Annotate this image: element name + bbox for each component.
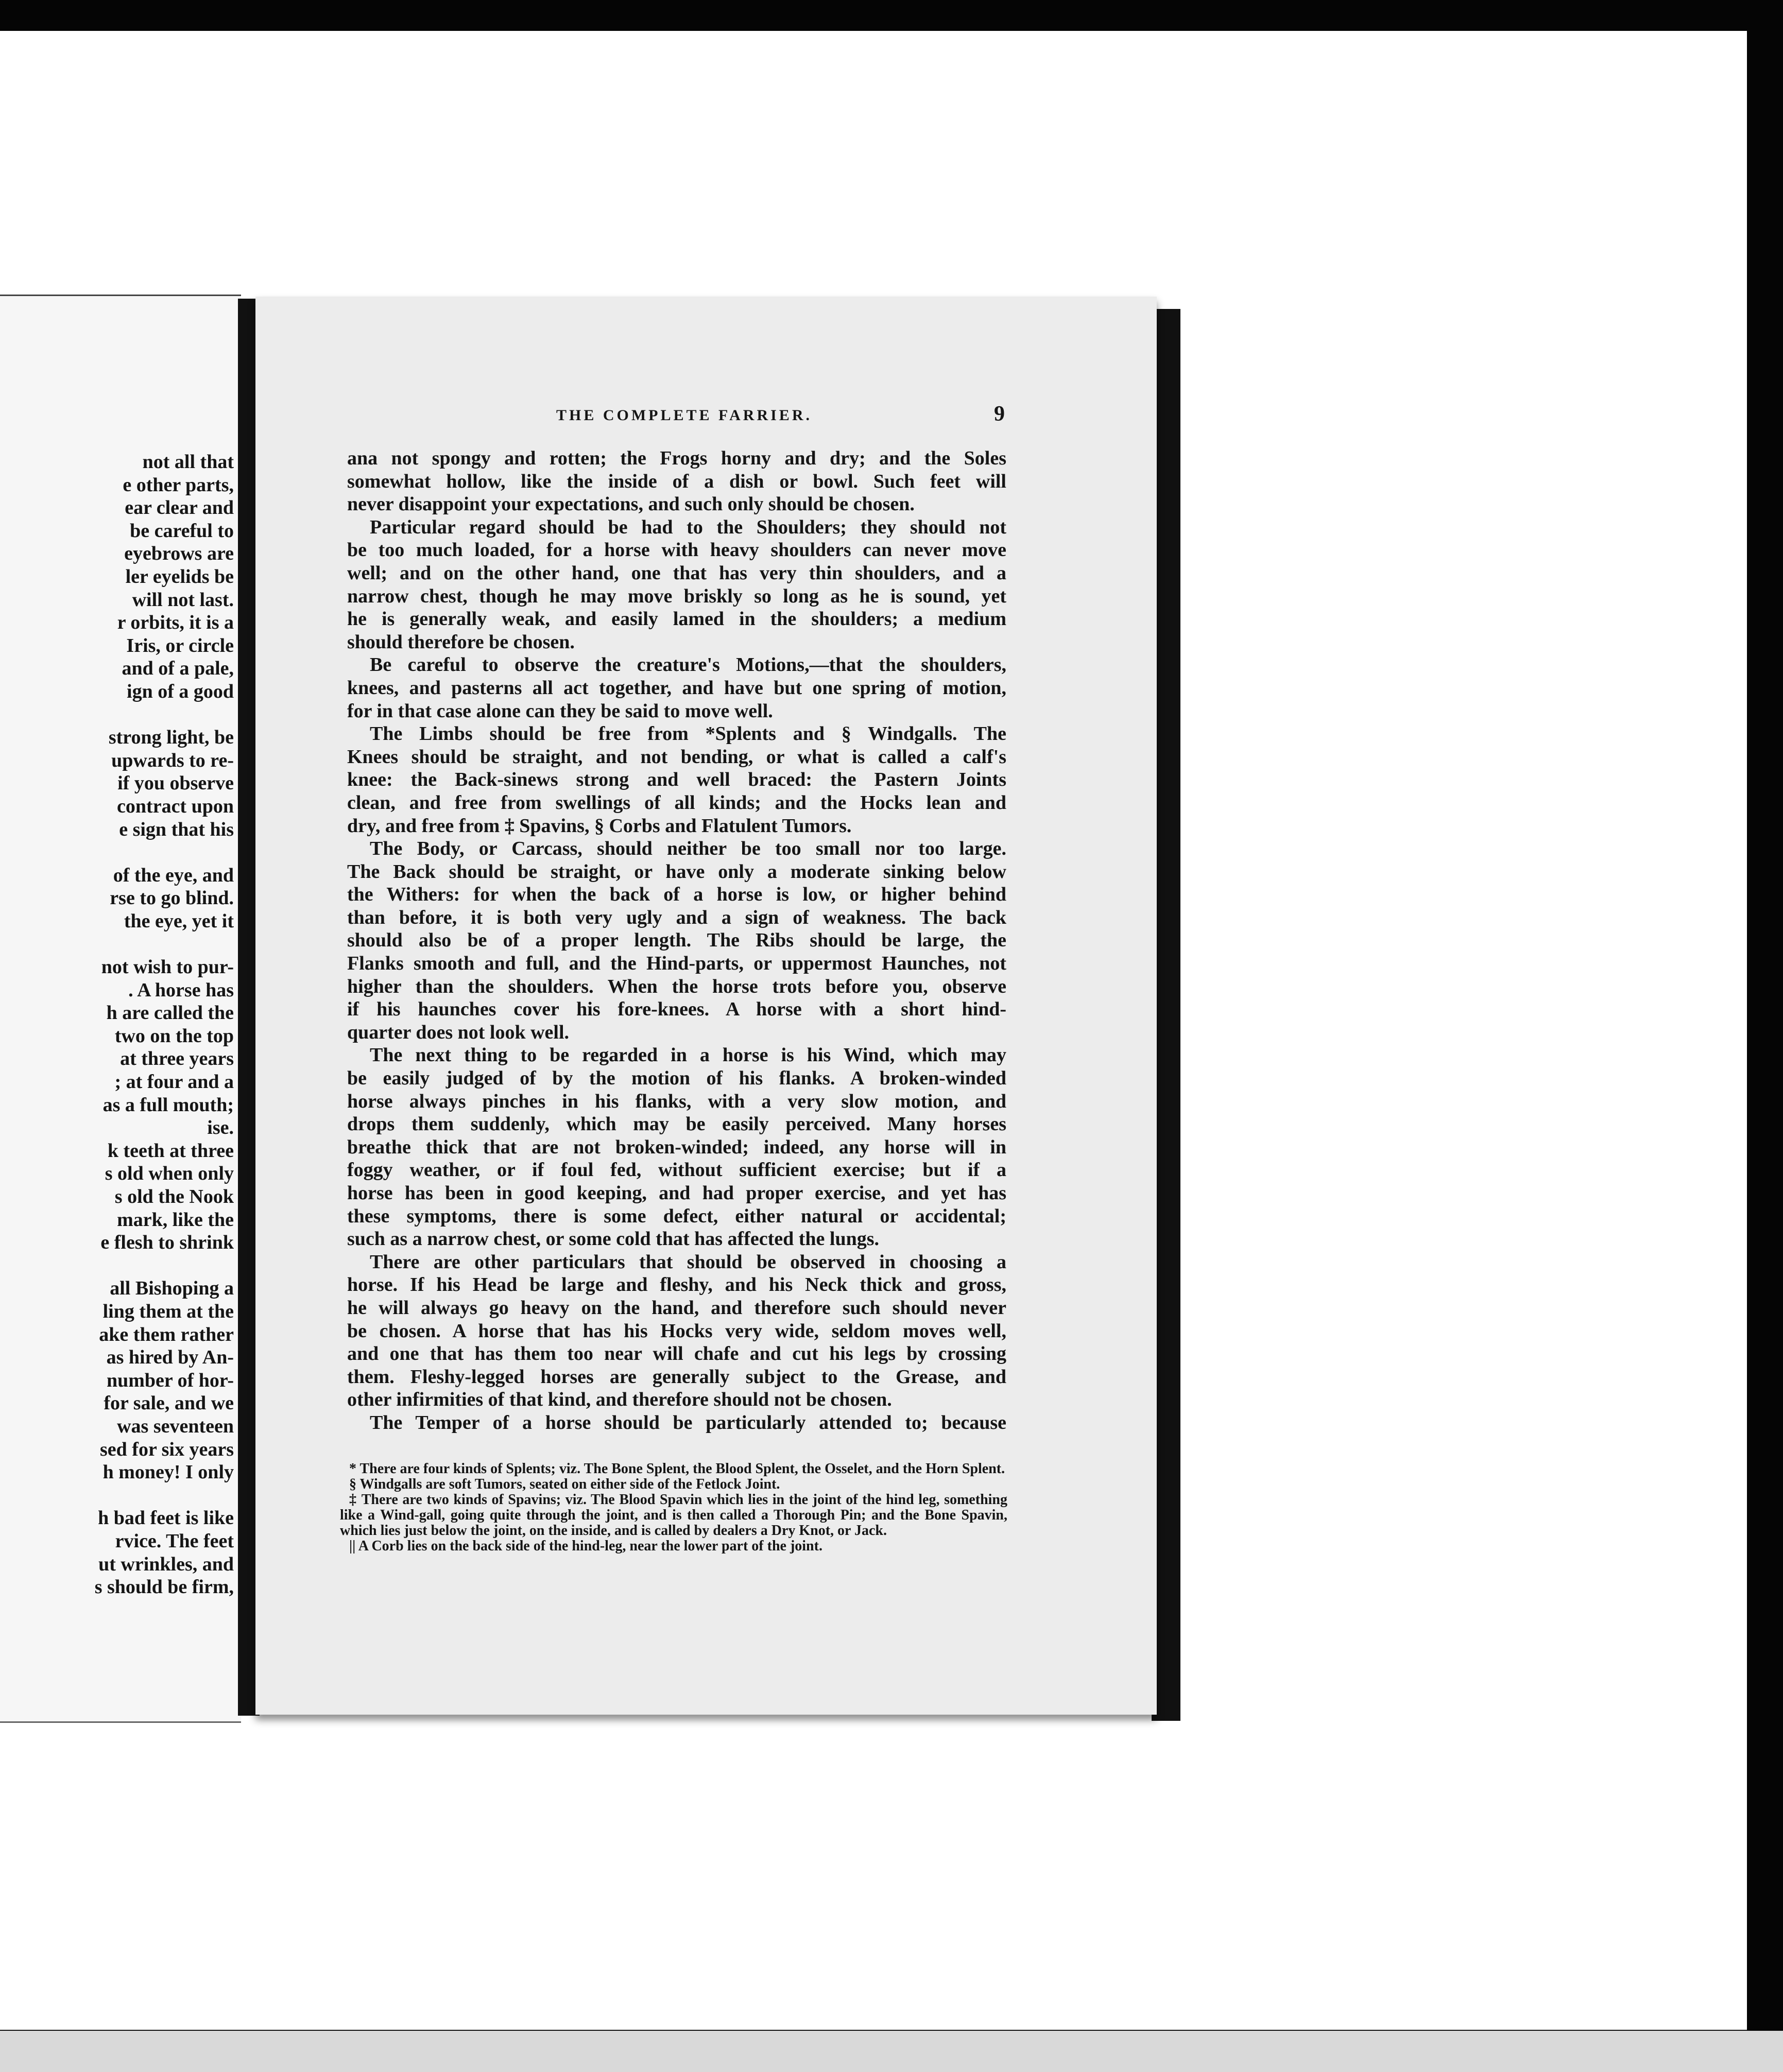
previous-page-line: strong light, be (108, 727, 234, 749)
text-line: knee: the Back-sinews strong and well braced: the Pastern Joints (347, 769, 1006, 791)
text-line: The Back should be straight, or have only a moderate sinking below (347, 860, 1006, 883)
previous-page-line: be careful to (130, 520, 234, 542)
text-line: drops them suddenly, which may be easily perceived. Many horses (347, 1113, 1006, 1135)
text-line: knees, and pasterns all act together, and have but one spring of motion, (347, 677, 1006, 699)
scan-border-right (1747, 0, 1783, 2072)
previous-page-line: ler eyelids be (125, 565, 234, 588)
previous-page-line (0, 933, 234, 956)
body-text (347, 447, 1006, 1435)
previous-page-line: not wish to pur- (101, 956, 234, 978)
text-line: Be careful to observe the creature's Motions,—that the shoulders, (370, 654, 1006, 676)
text-line: quarter does not look well. (347, 1021, 570, 1043)
text-line: such as a narrow chest, or some cold that has affected the lungs. (347, 1228, 880, 1250)
previous-page-line: . A horse has (128, 979, 234, 1001)
text-line: should therefore be chosen. (347, 631, 575, 653)
previous-page-line: of the eye, and (113, 864, 234, 886)
previous-page-line: for sale, and we (104, 1392, 234, 1414)
text-line: other infirmities of that kind, and therefore should not be chosen. (347, 1389, 892, 1411)
text-line: than before, it is both very ugly and a sign of weakness. The back (347, 906, 1006, 928)
text-line: he will always go heavy on the hand, and therefore such should never (347, 1297, 1006, 1319)
previous-page-line: at three years (120, 1048, 234, 1070)
previous-page-line: ling them at the (102, 1300, 234, 1322)
previous-page-line: mark, like the (117, 1208, 234, 1231)
paragraph (347, 1044, 1006, 1250)
previous-page-line: k teeth at three (107, 1139, 234, 1162)
text-line: The Temper of a horse should be particularly attended to; because (370, 1411, 1006, 1434)
previous-page-line: e flesh to shrink (100, 1232, 234, 1254)
footnote: || A Corb lies on the back side of the hind-leg, near the lower part of the joint. (349, 1538, 822, 1554)
paragraph (347, 516, 1006, 654)
paragraph (347, 837, 1006, 1044)
previous-page-line: e sign that his (119, 818, 234, 840)
previous-page-line: and of a pale, (122, 658, 234, 680)
text-line: clean, and free from swellings of all kinds; and the Hocks lean and (347, 791, 1006, 814)
scan-border-bottom (0, 2031, 1783, 2072)
previous-page-fragment (0, 295, 241, 1723)
previous-page-line: e other parts, (123, 474, 234, 496)
previous-page-line: s should be firm, (94, 1576, 234, 1598)
text-line: if his haunches cover his fore-knees. A horse with a short hind- (347, 998, 1006, 1021)
running-head: THE COMPLETE FARRIER. (556, 407, 812, 424)
text-line: Particular regard should be had to the Shoulders; they should not (370, 516, 1006, 538)
scan-border-top (0, 0, 1783, 31)
text-line: these symptoms, there is some defect, either natural or accidental; (347, 1205, 1006, 1227)
previous-page-line: h are called the (106, 1002, 234, 1024)
previous-page-line: as hired by An- (106, 1346, 234, 1369)
text-line: be too much loaded, for a horse with heavy shoulders can never move (347, 539, 1006, 561)
footnote: § Windgalls are soft Tumors, seated on either side of the Fetlock Joint. (349, 1476, 780, 1492)
previous-page-line: Iris, or circle (126, 634, 234, 657)
previous-page-line: s old when only (105, 1163, 234, 1185)
previous-page-line: eyebrows are (124, 543, 234, 565)
paragraph (347, 722, 1006, 837)
previous-page-line (0, 1484, 234, 1507)
previous-page-line: two on the top (114, 1025, 234, 1047)
paragraph (347, 1251, 1006, 1411)
previous-page-line: rse to go blind. (110, 887, 234, 909)
previous-page-line (0, 1254, 234, 1277)
text-line: horse always pinches in his flanks, with a very slow motion, and (347, 1090, 1006, 1112)
previous-page-line: as a full mouth; (102, 1094, 234, 1116)
previous-page-line: ut wrinkles, and (98, 1553, 234, 1575)
text-line: The Body, or Carcass, should neither be too small nor too large. (370, 838, 1006, 860)
previous-page-line (0, 703, 234, 727)
text-line: well; and on the other hand, one that has very thin shoulders, and a (347, 562, 1006, 584)
previous-page-line: number of hor- (107, 1369, 234, 1391)
previous-page-line: ake them rather (99, 1323, 234, 1345)
paragraph (347, 653, 1006, 722)
footnote: * There are four kinds of Splents; viz. The Bone Splent, the Blood Splent, the Osselet, and the Horn Splent. (349, 1461, 1005, 1477)
paragraph (347, 1411, 1006, 1435)
text-line: breathe thick that are not broken-winded; indeed, any horse will in (347, 1136, 1006, 1158)
text-line: be easily judged of by the motion of his flanks. A broken-winded (347, 1067, 1006, 1090)
previous-page-line: ise. (207, 1117, 234, 1139)
text-line: horse has been in good keeping, and had proper exercise, and yet has (347, 1182, 1006, 1204)
text-line: The Limbs should be free from *Splents and § Windgalls. The (370, 723, 1006, 745)
text-line: should also be of a proper length. The Ribs should be large, the (347, 929, 1006, 952)
text-line: for in that case alone can they be said to move well. (347, 700, 773, 722)
previous-page-line: s old the Nook (114, 1186, 234, 1207)
text-line: never disappoint your expectations, and such only should be chosen. (347, 493, 915, 515)
previous-page-line (0, 841, 234, 864)
text-line: higher than the shoulders. When the horse trots before you, observe (347, 975, 1006, 997)
text-line: he is generally weak, and easily lamed in the shoulders; a medium (347, 608, 1006, 630)
text-line: There are other particulars that should be observed in choosing a (370, 1251, 1006, 1273)
text-line: Flanks smooth and full, and the Hind-parts, or uppermost Haunches, not (347, 953, 1006, 975)
text-line: Knees should be straight, and not bending, or what is called a calf's (347, 746, 1006, 768)
previous-page-line: not all that (142, 451, 234, 473)
previous-page-line: the eye, yet it (124, 910, 234, 932)
previous-page-line: if you observe (117, 772, 234, 795)
previous-page-line: ear clear and (125, 497, 234, 519)
text-line: the Withers: for when the back of a horse is low, or higher behind (347, 884, 1006, 906)
text-line: horse. If his Head be large and fleshy, and his Neck thick and gross, (347, 1274, 1006, 1296)
previous-page-line: r orbits, it is a (117, 612, 234, 634)
page-number: 9 (994, 402, 1005, 426)
previous-page-line: upwards to re- (111, 749, 234, 771)
footnotes (340, 1461, 1007, 1554)
previous-page-line: contract upon (117, 795, 234, 817)
previous-page-line: will not last. (132, 589, 234, 611)
previous-page-line: h money! I only (102, 1461, 234, 1483)
previous-page-line: ; at four and a (114, 1071, 234, 1093)
previous-page-line: rvice. The feet (115, 1530, 234, 1552)
previous-page-lines (0, 451, 234, 1599)
text-line: them. Fleshy-legged horses are generally subject to the Grease, and (347, 1366, 1006, 1388)
text-line: ana not spongy and rotten; the Frogs horny and dry; and the Soles (347, 447, 1006, 469)
previous-page-line: all Bishoping a (110, 1277, 234, 1300)
paragraph (347, 447, 1006, 516)
text-line: narrow chest, though he may move briskly so long as he is sound, yet (347, 585, 1006, 607)
text-line: The next thing to be regarded in a horse is his Wind, which may (370, 1044, 1006, 1066)
text-line: dry, and free from ‡ Spavins, § Corbs and Flatulent Tumors. (347, 815, 852, 837)
text-line: be chosen. A horse that has his Hocks very wide, seldom moves well, (347, 1320, 1006, 1342)
footnote: ‡ There are two kinds of Spavins; viz. The Blood Spavin which lies in the joint of the hind leg, something like a Wind-gall, going quite through the joint, and is then called a Thorough Pin; and the Bone Spavin, which lies just below the joint, on the inside, and is called by dealers a Dry Knot, or Jack. (340, 1492, 1007, 1539)
text-line: somewhat hollow, like the inside of a dish or bowl. Such feet will (347, 470, 1006, 492)
text-line: and one that has them too near will chafe and cut his legs by crossing (347, 1343, 1006, 1365)
text-line: foggy weather, or if foul fed, without sufficient exercise; but if a (347, 1159, 1006, 1181)
previous-page-line: sed for six years (100, 1438, 234, 1460)
previous-page-line: was seventeen (117, 1415, 234, 1437)
previous-page-line: ign of a good (127, 680, 234, 702)
previous-page-line: h bad feet is like (98, 1507, 234, 1529)
